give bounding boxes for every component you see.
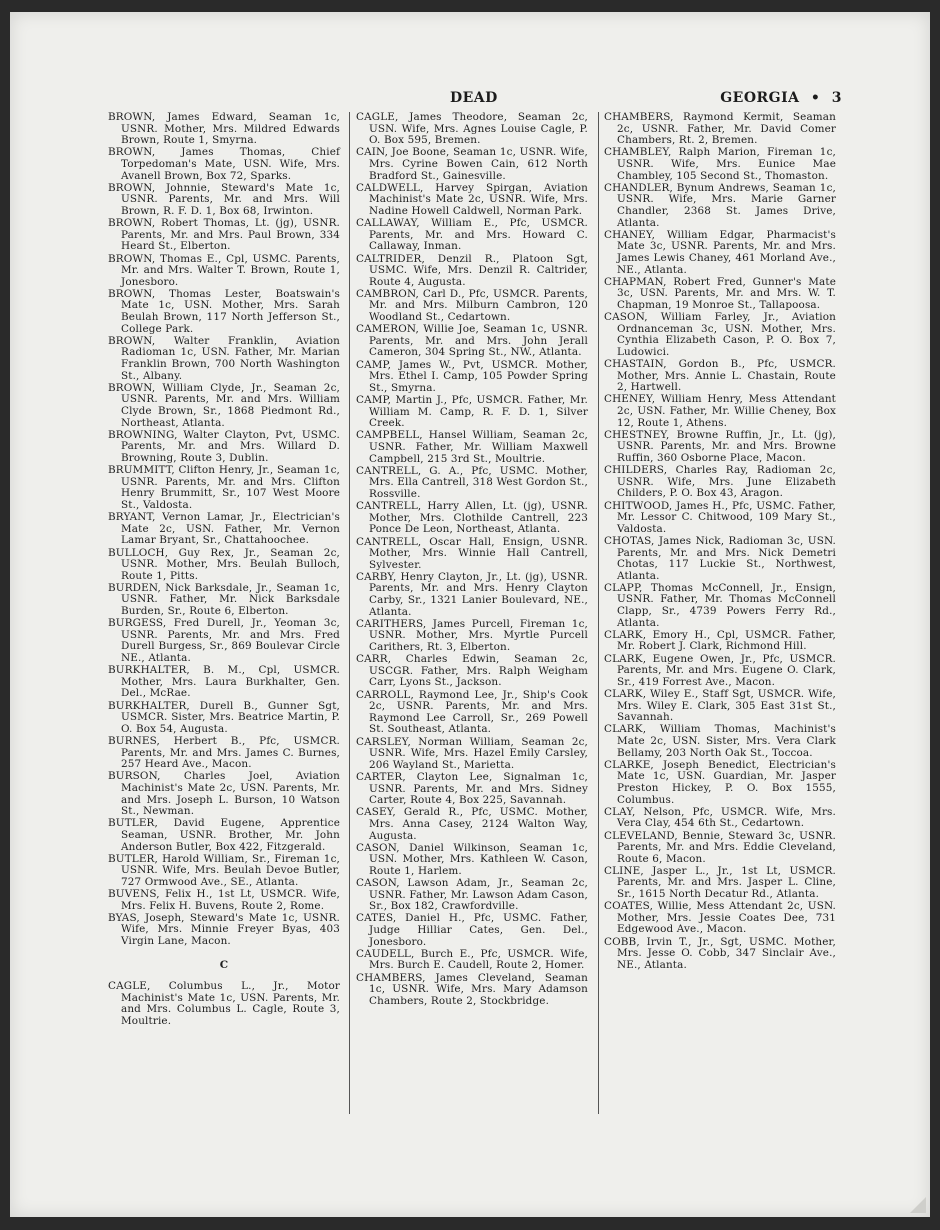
list-item: BROWN, Walter Franklin, Aviation Radioman 1c, USN. Father, Mr. Marian Franklin Brown, 700 North Washington St., Albany. [108, 334, 340, 382]
column-1 [108, 112, 340, 1028]
list-item: CLARK, Wiley E., Staff Sgt, USMCR. Wife, Mrs. Wiley E. Clark, 305 East 31st St., Savannah. [604, 688, 836, 724]
list-item: BYAS, Joseph, Steward's Mate 1c, USNR. Wife, Mrs. Minnie Freyer Byas, 403 Virgin Lane, Macon. [108, 911, 340, 948]
list-item: BRYANT, Vernon Lamar, Jr., Electrician's Mate 2c, USN. Father, Mr. Vernon Lamar Bryant, Sr., Chattahoochee. [108, 511, 340, 547]
list-item: CHAMBLEY, Ralph Marion, Fireman 1c, USNR. Wife, Mrs. Eunice Mae Chambley, 105 Second St., Thomaston. [604, 146, 836, 182]
list-item: COATES, Willie, Mess Attendant 2c, USN. Mother, Mrs. Jessie Coates Dee, 731 Edgewood Ave., Macon. [604, 900, 836, 936]
list-item: CLARK, Eugene Owen, Jr., Pfc, USMCR. Parents, Mr. and Mrs. Eugene O. Clark, Sr., 419 Forrest Ave., Macon. [604, 652, 836, 688]
list-item: CLAPP, Thomas McConnell, Jr., Ensign, USNR. Father, Mr. Thomas McConnell Clapp, Sr., 4739 Powers Ferry Rd., Atlanta. [604, 581, 836, 629]
list-item: CHAPMAN, Robert Fred, Gunner's Mate 3c, USN. Parents, Mr. and Mrs. W. T. Chapman, 19 Monroe St., Tallapoosa. [604, 275, 836, 311]
list-item: CHOTAS, James Nick, Radioman 3c, USN. Parents, Mr. and Mrs. Nick Demetri Chotas, 117 Luckie St., Northwest, Atlanta. [604, 534, 836, 582]
list-item: CHAMBERS, Raymond Kermit, Seaman 2c, USNR. Father, Mr. David Comer Chambers, Rt. 2, Bremen. [604, 111, 836, 147]
list-item: CARITHERS, James Purcell, Fireman 1c, USNR. Mother, Mrs. Myrtle Purcell Carithers, Rt. 3, Elberton. [356, 617, 588, 654]
list-item: BURGESS, Fred Durell, Jr., Yeoman 3c, USNR. Parents, Mr. and Mrs. Fred Durell Burgess, Sr., 869 Boulevar Circle NE., Atlanta. [108, 617, 340, 665]
list-item: CAUDELL, Burch E., Pfc, USMCR. Wife, Mrs. Burch E. Caudell, Route 2, Homer. [356, 947, 588, 972]
list-item: CASON, Lawson Adam, Jr., Seaman 2c, USNR. Father, Mr. Lawson Adam Cason, Sr., Box 182, Crawfordville. [356, 877, 588, 913]
list-item: CAGLE, Columbus L., Jr., Motor Machinist's Mate 1c, USN. Parents, Mr. and Mrs. Columbus L. Cagle, Route 3, Moultrie. [108, 980, 340, 1027]
list-item: BULLOCH, Guy Rex, Jr., Seaman 2c, USNR. Mother, Mrs. Beulah Bulloch, Route 1, Pitts. [108, 546, 340, 582]
column-2 [356, 112, 588, 1008]
page-corner-fold [910, 1197, 926, 1213]
column-1-entries [108, 112, 340, 948]
list-item: BROWN, James Thomas, Chief Torpedoman's Mate, USN. Wife, Mrs. Avanell Brown, Box 72, Sparks. [108, 146, 340, 182]
list-item: CLAY, Nelson, Pfc, USMCR. Wife, Mrs. Vera Clay, 454 6th St., Cedartown. [604, 805, 836, 830]
list-item: BRUMMITT, Clifton Henry, Jr., Seaman 1c, USNR. Parents, Mr. and Mrs. Clifton Henry Brummitt, Sr., 107 West Moore St., Valdosta. [108, 464, 340, 511]
document-page [10, 12, 930, 1217]
list-item: BURDEN, Nick Barksdale, Jr., Seaman 1c, USNR. Father, Mr. Nick Barksdale Burden, Sr., Route 6, Elberton. [108, 581, 340, 618]
list-item: BROWN, James Edward, Seaman 1c, USNR. Mother, Mrs. Mildred Edwards Brown, Route 1, Smyrna. [108, 111, 340, 147]
list-item: BUVENS, Felix H., 1st Lt, USMCR. Wife, Mrs. Felix H. Buvens, Route 2, Rome. [108, 888, 340, 912]
list-item: CHANDLER, Bynum Andrews, Seaman 1c, USNR. Wife, Mrs. Marie Garner Chandler, 2368 St. James Drive, Atlanta. [604, 181, 836, 229]
list-item: CASON, Daniel Wilkinson, Seaman 1c, USN. Mother, Mrs. Kathleen W. Cason, Route 1, Harlem. [356, 841, 588, 877]
list-item: CALTRIDER, Denzil R., Platoon Sgt, USMC. Wife, Mrs. Denzil R. Caltrider, Route 4, Augusta. [356, 252, 588, 288]
list-item: CARROLL, Raymond Lee, Jr., Ship's Cook 2c, USNR. Parents, Mr. and Mrs. Raymond Lee Carroll, Sr., 269 Powell St. Southeast, Atlanta. [356, 688, 588, 736]
list-item: CHASTAIN, Gordon B., Pfc, USMCR. Mother, Mrs. Annie L. Chastain, Route 2, Hartwell. [604, 358, 836, 394]
section-title: DEAD [450, 90, 498, 106]
column-1-entries-after [108, 981, 340, 1027]
list-item: CAMP, James W., Pvt, USMCR. Mother, Mrs. Ethel I. Camp, 105 Powder Spring St., Smyrna. [356, 358, 588, 394]
list-item: CAMBRON, Carl D., Pfc, USMCR. Parents, Mr. and Mrs. Milburn Cambron, 120 Woodland St., Cedartown. [356, 287, 588, 324]
column-2-entries [356, 112, 588, 1007]
list-item: CAMERON, Willie Joe, Seaman 1c, USNR. Parents, Mr. and Mrs. John Jerall Cameron, 304 Spring St., NW., Atlanta. [356, 323, 588, 359]
list-item: CARTER, Clayton Lee, Signalman 1c, USNR. Parents, Mr. and Mrs. Sidney Carter, Route 4, Box 225, Savannah. [356, 770, 588, 807]
list-item: CARR, Charles Edwin, Seaman 2c, USCGR. Father, Mrs. Ralph Weigham Carr, Lyons St., Jackson. [356, 653, 588, 689]
list-item: CHAMBERS, James Cleveland, Seaman 1c, USNR. Wife, Mrs. Mary Adamson Chambers, Route 2, Stockbridge. [356, 971, 588, 1007]
list-item: CANTRELL, Harry Allen, Lt. (jg), USNR. Mother, Mrs. Clothilde Cantrell, 223 Ponce De Leon, Northeast, Atlanta. [356, 500, 588, 536]
list-item: BROWN, Thomas E., Cpl, USMC. Parents, Mr. and Mrs. Walter T. Brown, Route 1, Jonesboro. [108, 252, 340, 288]
list-item: CLARK, William Thomas, Machinist's Mate 2c, USN. Sister, Mrs. Vera Clark Bellamy, 203 North Oak St., Toccoa. [604, 723, 836, 759]
list-item: BUTLER, Harold William, Sr., Fireman 1c, USNR. Wife, Mrs. Beulah Devoe Butler, 727 Ormwood Ave., SE., Atlanta. [108, 852, 340, 888]
list-item: BROWN, Robert Thomas, Lt. (jg), USNR. Parents, Mr. and Mrs. Paul Brown, 334 Heard St., Elberton. [108, 217, 340, 253]
list-item: CLARK, Emory H., Cpl, USMCR. Father, Mr. Robert J. Clark, Richmond Hill. [604, 628, 836, 653]
column-divider-1 [349, 112, 350, 1114]
list-item: CAGLE, James Theodore, Seaman 2c, USN. Wife, Mrs. Agnes Louise Cagle, P. O. Box 595, Bremen. [356, 111, 588, 147]
list-item: BROWN, Johnnie, Steward's Mate 1c, USNR. Parents, Mr. and Mrs. Will Brown, R. F. D. 1, Box 68, Irwinton. [108, 181, 340, 217]
list-item: CALLAWAY, William E., Pfc, USMCR. Parents, Mr. and Mrs. Howard C. Callaway, Inman. [356, 217, 588, 253]
page-header [10, 90, 930, 110]
column-3 [604, 112, 836, 972]
column-divider-2 [598, 112, 599, 1114]
list-item: BURNES, Herbert B., Pfc, USMCR. Parents, Mr. and Mrs. James C. Burnes, 257 Heard Ave., Macon. [108, 734, 340, 771]
list-item: CASEY, Gerald R., Pfc, USMC. Mother, Mrs. Anna Casey, 2124 Walton Way, Augusta. [356, 806, 588, 842]
page-number: 3 [831, 90, 842, 106]
state-title: GEORGIA [720, 90, 800, 106]
list-item: CLARKE, Joseph Benedict, Electrician's Mate 1c, USN. Guardian, Mr. Jasper Preston Hickey, P. O. Box 1555, Columbus. [604, 758, 836, 806]
list-item: CLEVELAND, Bennie, Steward 3c, USNR. Parents, Mr. and Mrs. Eddie Cleveland, Route 6, Macon. [604, 829, 836, 865]
list-item: CANTRELL, Oscar Hall, Ensign, USNR. Mother, Mrs. Winnie Hall Cantrell, Sylvester. [356, 535, 588, 571]
list-item: COBB, Irvin T., Jr., Sgt, USMC. Mother, Mrs. Jesse O. Cobb, 347 Sinclair Ave., NE., Atlanta. [604, 935, 836, 971]
list-item: CAMP, Martin J., Pfc, USMCR. Father, Mr. William M. Camp, R. F. D. 1, Silver Creek. [356, 394, 588, 430]
list-item: CAMPBELL, Hansel William, Seaman 2c, USNR. Father, Mr. William Maxwell Campbell, 215 3rd St., Moultrie. [356, 429, 588, 465]
header-bullet: • [810, 90, 821, 106]
column-3-entries [604, 112, 836, 971]
list-item: CASON, William Farley, Jr., Aviation Ordnanceman 3c, USN. Mother, Mrs. Cynthia Elizabeth Cason, P. O. Box 7, Ludowici. [604, 311, 836, 358]
list-item: BURKHALTER, B. M., Cpl, USMCR. Mother, Mrs. Laura Burkhalter, Gen. Del., McRae. [108, 664, 340, 700]
list-item: CARBY, Henry Clayton, Jr., Lt. (jg), USNR. Parents, Mr. and Mrs. Henry Clayton Carby, Sr., 1321 Lanier Boulevard, NE., Atlanta. [356, 570, 588, 618]
section-letter: C [219, 958, 229, 971]
list-item: BURKHALTER, Durell B., Gunner Sgt, USMCR. Sister, Mrs. Beatrice Martin, P. O. Box 54, Augusta. [108, 699, 340, 735]
list-item: CHANEY, William Edgar, Pharmacist's Mate 3c, USNR. Parents, Mr. and Mrs. James Lewis Chaney, 461 Morland Ave., NE., Atlanta. [604, 228, 836, 276]
list-item: BROWNING, Walter Clayton, Pvt, USMC. Parents, Mr. and Mrs. Willard D. Browning, Route 3, Dublin. [108, 428, 340, 464]
list-item: BROWN, Thomas Lester, Boatswain's Mate 1c, USN. Mother, Mrs. Sarah Beulah Brown, 117 North Jefferson St., College Park. [108, 287, 340, 335]
list-item: CAIN, Joe Boone, Seaman 1c, USNR. Wife, Mrs. Cyrine Bowen Cain, 612 North Bradford St., Gainesville. [356, 146, 588, 182]
list-item: CATES, Daniel H., Pfc, USMC. Father, Judge Hilliar Cates, Gen. Del., Jonesboro. [356, 912, 588, 948]
list-item: CLINE, Jasper L., Jr., 1st Lt, USMCR. Parents, Mr. and Mrs. Jasper L. Cline, Sr., 1615 North Decatur Rd., Atlanta. [604, 864, 836, 901]
list-item: CHENEY, William Henry, Mess Attendant 2c, USN. Father, Mr. Willie Cheney, Box 12, Route 1, Athens. [604, 393, 836, 429]
list-item: BROWN, William Clyde, Jr., Seaman 2c, USNR. Parents, Mr. and Mrs. William Clyde Brown, Sr., 1868 Piedmont Rd., Northeast, Atlanta. [108, 381, 340, 429]
list-item: CANTRELL, G. A., Pfc, USMC. Mother, Mrs. Ella Cantrell, 318 West Gordon St., Rossville. [356, 464, 588, 500]
list-item: BUTLER, David Eugene, Apprentice Seaman, USNR. Brother, Mr. John Anderson Butler, Box 422, Fitzgerald. [108, 817, 340, 853]
list-item: BURSON, Charles Joel, Aviation Machinist's Mate 2c, USN. Parents, Mr. and Mrs. Joseph L. Burson, 10 Watson St., Newman. [108, 770, 340, 818]
list-item: CALDWELL, Harvey Spirgan, Aviation Machinist's Mate 2c, USNR. Wife, Mrs. Nadine Howell Caldwell, Norman Park. [356, 181, 588, 217]
list-item: CHITWOOD, James H., Pfc, USMC. Father, Mr. Lessor C. Chitwood, 109 Mary St., Valdosta. [604, 499, 836, 535]
state-and-page [714, 90, 842, 106]
list-item: CARSLEY, Norman William, Seaman 2c, USNR. Wife, Mrs. Hazel Emily Carsley, 206 Wayland St., Marietta. [356, 735, 588, 771]
list-item: CHESTNEY, Browne Ruffin, Jr., Lt. (jg), USNR. Parents, Mr. and Mrs. Browne Ruffin, 360 Osborne Place, Macon. [604, 428, 836, 464]
list-item: CHILDERS, Charles Ray, Radioman 2c, USNR. Wife, Mrs. June Elizabeth Childers, P. O. Box 43, Aragon. [604, 464, 836, 500]
